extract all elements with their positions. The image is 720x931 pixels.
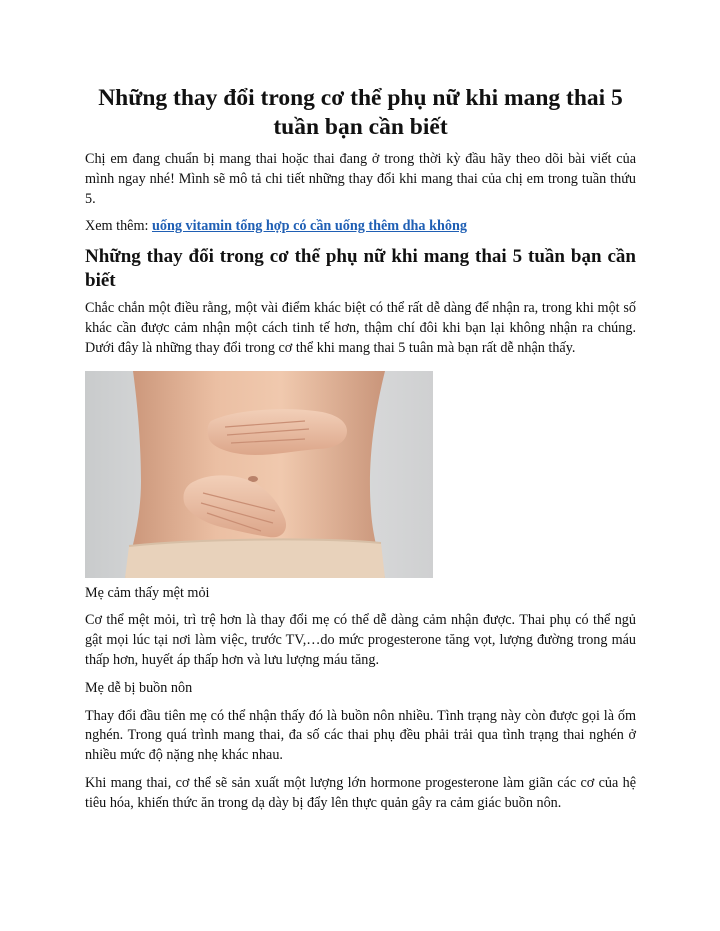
nausea-paragraph-2: Khi mang thai, cơ thể sẽ sản xuất một lượng lớn hormone progesterone làm giãn các cơ của hệ tiêu hóa, khiến thức ăn trong dạ dày bị đẩy lên thực quản gây ra cảm giác buồn nôn. [85, 774, 636, 811]
article-body [85, 84, 636, 822]
nausea-heading: Mẹ dễ bị buồn nôn [85, 679, 193, 696]
fatigue-paragraph: Cơ thể mệt mỏi, trì trệ hơn là thay đổi mẹ có thể dễ dàng cảm nhận được. Thai phụ có thể ngủ gật mọi lúc tại nơi làm việc, trước TV,…do mức progesterone tăng vọt, lượng đường trong máu thấp hơn, huyết áp thấp hơn và lưu lượng máu tăng. [85, 612, 636, 668]
belly-photo [85, 371, 433, 578]
belly-photo-illustration [85, 371, 433, 578]
see-also-link[interactable]: uống vitamin tổng hợp có cần uống thêm dha không [151, 218, 467, 235]
fatigue-heading: Mẹ cảm thấy mệt mỏi [85, 584, 210, 601]
article-title: Những thay đổi trong cơ thể phụ nữ khi mang thai 5 tuần bạn cần biết [98, 85, 623, 140]
see-also-prefix: Xem thêm: [85, 218, 152, 235]
see-also-line [85, 217, 636, 237]
nausea-paragraph-1: Thay đổi đầu tiên mẹ có thể nhận thấy đó là buồn nôn nhiều. Tình trạng này còn được gọi là ốm nghén. Trong quá trình mang thai, đa số các thai phụ đều phải trải qua tình trạng thai nghén ở nhiều mức độ nặng nhẹ khác nhau. [85, 707, 636, 764]
intro-paragraph: Chị em đang chuẩn bị mang thai hoặc thai đang ở trong thời kỳ đầu hãy theo dõi bài viết của mình ngay nhé! Mình sẽ mô tả chi tiết những thay đổi khi mang thai của chị em trong tuần thứu 5. [85, 151, 636, 207]
section-heading: Những thay đổi trong cơ thể phụ nữ khi mang thai 5 tuần bạn cần biết [85, 246, 636, 292]
section-intro-paragraph: Chắc chắn một điều rằng, một vài điểm khác biệt có thể rất dễ dàng để nhận ra, trong khi một số khác cần được cảm nhận một cách tinh tế hơn, thậm chí đôi khi bạn lại không nhận ra chúng. Dưới đây là những thay đổi trong cơ thể khi mang thai 5 tuân mà bạn rất dễ nhận thấy. [85, 300, 636, 356]
